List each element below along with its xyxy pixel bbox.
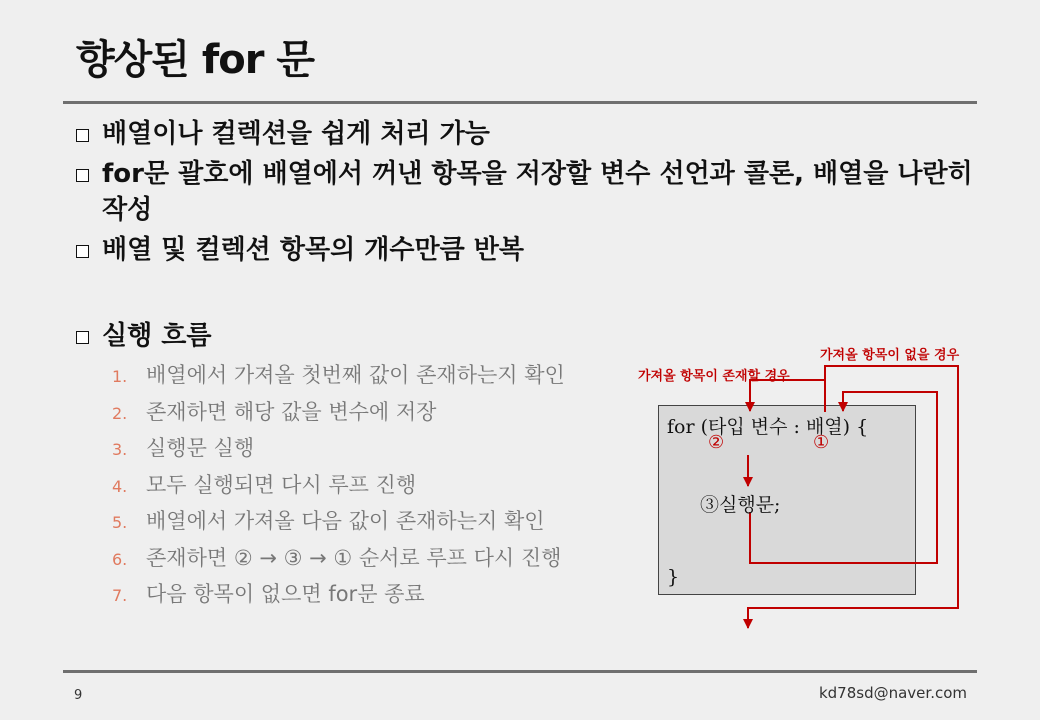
step-number: 5. bbox=[112, 513, 128, 532]
step-text: 존재하면 ② → ③ → ① 순서로 루프 다시 진행 bbox=[146, 545, 562, 570]
step-number: 7. bbox=[112, 586, 128, 605]
code-closing-brace: } bbox=[667, 566, 680, 588]
step-text: 존재하면 해당 값을 변수에 저장 bbox=[146, 399, 437, 424]
author-email: kd78sd@naver.com bbox=[818, 684, 967, 702]
step-number: 6. bbox=[112, 549, 128, 569]
note-item-none: 가져올 항목이 없을 경우 bbox=[820, 348, 960, 363]
bullet-text: 배열이나 컬렉션을 쉽게 처리 가능 bbox=[102, 119, 490, 149]
bottom-divider bbox=[63, 670, 977, 673]
step-text: 실행문 실행 bbox=[146, 436, 255, 460]
slide-title: 향상된 for 문 bbox=[76, 37, 315, 83]
code-for-header: for (타입 변수 : 배열) { bbox=[667, 416, 869, 438]
step-1-marker: ① bbox=[813, 432, 830, 453]
step-number: 2. bbox=[112, 403, 128, 423]
step-text: 배열에서 가져올 첫번째 값이 존재하는지 확인 bbox=[146, 363, 565, 387]
step-2-marker: ② bbox=[708, 432, 725, 453]
page-number: 9 bbox=[74, 688, 83, 703]
step-number: 4. bbox=[112, 476, 128, 496]
flow-heading-text: 실행 흐름 bbox=[102, 321, 212, 351]
bullet-text: for문 괄호에 배열에서 꺼낸 항목을 저장할 변수 선언과 콜론, 배열을 나란히 작성 bbox=[102, 159, 973, 225]
step-text: 다음 항목이 없으면 for문 종료 bbox=[146, 582, 425, 606]
exists-path bbox=[750, 380, 825, 412]
step-number: 1. bbox=[112, 367, 128, 386]
code-statement: ③실행문; bbox=[700, 494, 781, 516]
step-number: 3. bbox=[112, 440, 128, 459]
bullet-text: 배열 및 컬렉션 항목의 개수만큼 반복 bbox=[102, 235, 524, 265]
step-text: 배열에서 가져올 다음 값이 존재하는지 확인 bbox=[146, 509, 545, 533]
note-item-exists: 가져올 항목이 존재할 경우 bbox=[638, 369, 790, 384]
step-text: 모두 실행되면 다시 루프 진행 bbox=[146, 472, 417, 497]
